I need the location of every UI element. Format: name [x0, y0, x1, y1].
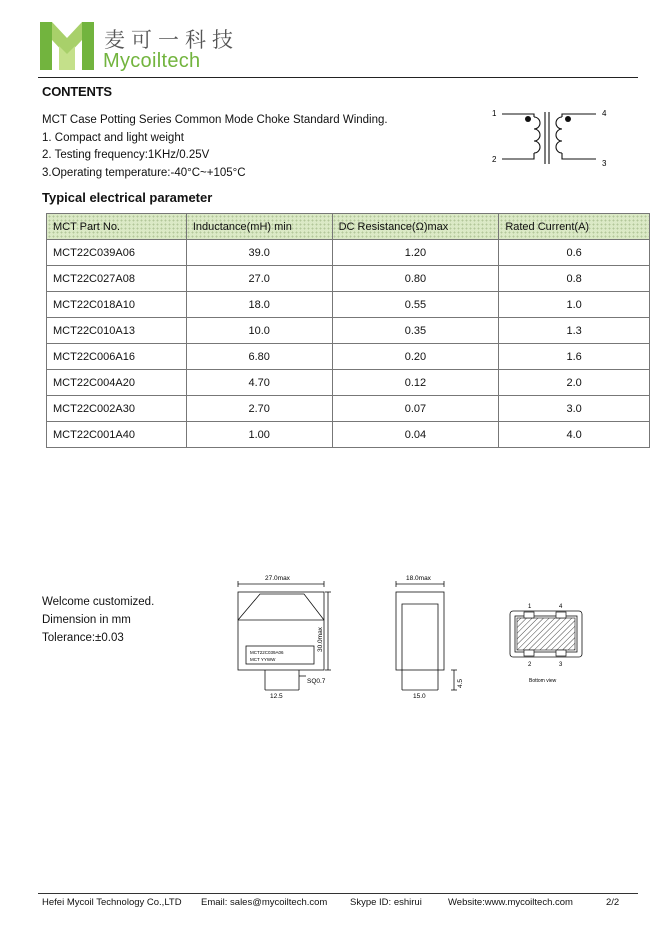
note-line: Welcome customized. [42, 596, 155, 608]
front-height-label: 30.0max [317, 627, 324, 652]
table-cell: MCT22C027A08 [47, 266, 187, 292]
polarity-dot [525, 116, 531, 122]
table-cell: 0.20 [332, 344, 499, 370]
table-row [47, 266, 650, 292]
footer-website: Website:www.mycoiltech.com [448, 897, 573, 908]
table-row [47, 344, 650, 370]
side-view-drawing [388, 572, 468, 704]
table-cell: MCT22C001A40 [47, 422, 187, 448]
table-cell: 0.07 [332, 396, 499, 422]
table-cell: 1.3 [499, 318, 650, 344]
pin-label-4: 4 [602, 109, 607, 118]
front-date-label: MCT YYWW [250, 657, 276, 662]
table-row [47, 240, 650, 266]
intro-line: 3.Operating temperature:-40°C~+105°C [42, 166, 246, 179]
front-width-label: 27.0max [265, 575, 290, 582]
front-view-drawing [228, 572, 340, 704]
parameter-table [46, 213, 650, 448]
polarity-dot [565, 116, 571, 122]
table-cell: MCT22C010A13 [47, 318, 187, 344]
column-header: Rated Current(A) [499, 214, 650, 240]
table-header-row [47, 214, 650, 240]
table-cell: MCT22C039A06 [47, 240, 187, 266]
table-cell: 39.0 [186, 240, 332, 266]
footer-email: Email: sales@mycoiltech.com [201, 897, 328, 908]
table-row [47, 292, 650, 318]
dimension-notes [42, 593, 154, 647]
table-cell: 1.00 [186, 422, 332, 448]
pin-label-1: 1 [492, 109, 497, 118]
table-row [47, 396, 650, 422]
mycoiltech-logo-mark [38, 20, 96, 72]
intro-line: MCT Case Potting Series Common Mode Choke Standard Winding. [42, 114, 388, 126]
table-cell: 10.0 [186, 318, 332, 344]
intro-text [42, 112, 388, 182]
front-pin-label: SQ0.7 [307, 678, 326, 685]
bottom-pin-label-1: 1 [528, 604, 532, 610]
table-cell: 18.0 [186, 292, 332, 318]
table-cell: 2.0 [499, 370, 650, 396]
front-pitch-label: 12.5 [270, 693, 283, 700]
section-title: CONTENTS [42, 84, 112, 99]
table-cell: 0.8 [499, 266, 650, 292]
table-cell: 2.70 [186, 396, 332, 422]
bottom-view-caption: Bottom view [529, 678, 557, 684]
side-pitch-label: 15.0 [413, 693, 426, 700]
table-row [47, 318, 650, 344]
table-cell: 6.80 [186, 344, 332, 370]
table-cell: 0.04 [332, 422, 499, 448]
table-cell: 0.6 [499, 240, 650, 266]
side-width-label: 18.0max [406, 575, 431, 582]
bottom-pin-label-3: 3 [559, 662, 563, 668]
table-row [47, 370, 650, 396]
footer-company: Hefei Mycoil Technology Co.,LTD [42, 897, 182, 908]
table-cell: 1.20 [332, 240, 499, 266]
table-cell: MCT22C002A30 [47, 396, 187, 422]
brand-name-chinese: 麦可一科技 [104, 28, 239, 52]
winding-schematic [488, 104, 612, 170]
table-cell: 0.80 [332, 266, 499, 292]
table-cell: 27.0 [186, 266, 332, 292]
footer-page-number: 2/2 [606, 897, 620, 908]
table-cell: MCT22C006A16 [47, 344, 187, 370]
table-cell: 1.0 [499, 292, 650, 318]
table-cell: 0.35 [332, 318, 499, 344]
brand-name-english: Mycoiltech [103, 50, 201, 72]
intro-line: 2. Testing frequency:1KHz/0.25V [42, 149, 210, 161]
pin-label-3: 3 [602, 159, 607, 168]
header-divider [38, 77, 638, 78]
table-row [47, 422, 650, 448]
side-pin-length-label: 4.5 [457, 678, 464, 688]
table-cell: 4.0 [499, 422, 650, 448]
table-cell: 0.12 [332, 370, 499, 396]
front-part-label: MCT22C039A06 [250, 650, 284, 655]
bottom-pin-label-4: 4 [559, 604, 563, 610]
bottom-pin-label-2: 2 [528, 662, 532, 668]
column-header: MCT Part No. [47, 214, 187, 240]
column-header: Inductance(mH) min [186, 214, 332, 240]
column-header: DC Resistance(Ω)max [332, 214, 499, 240]
table-cell: MCT22C018A10 [47, 292, 187, 318]
bottom-view-drawing [502, 597, 592, 689]
table-cell: 1.6 [499, 344, 650, 370]
footer-skype: Skype ID: eshirui [350, 897, 422, 908]
table-cell: 4.70 [186, 370, 332, 396]
note-line: Tolerance:±0.03 [42, 632, 124, 644]
note-line: Dimension in mm [42, 614, 131, 626]
footer-divider [38, 893, 638, 894]
pin-label-2: 2 [492, 155, 497, 164]
table-cell: MCT22C004A20 [47, 370, 187, 396]
table-title: Typical electrical parameter [42, 190, 213, 205]
table-cell: 3.0 [499, 396, 650, 422]
intro-line: 1. Compact and light weight [42, 131, 184, 144]
table-cell: 0.55 [332, 292, 499, 318]
